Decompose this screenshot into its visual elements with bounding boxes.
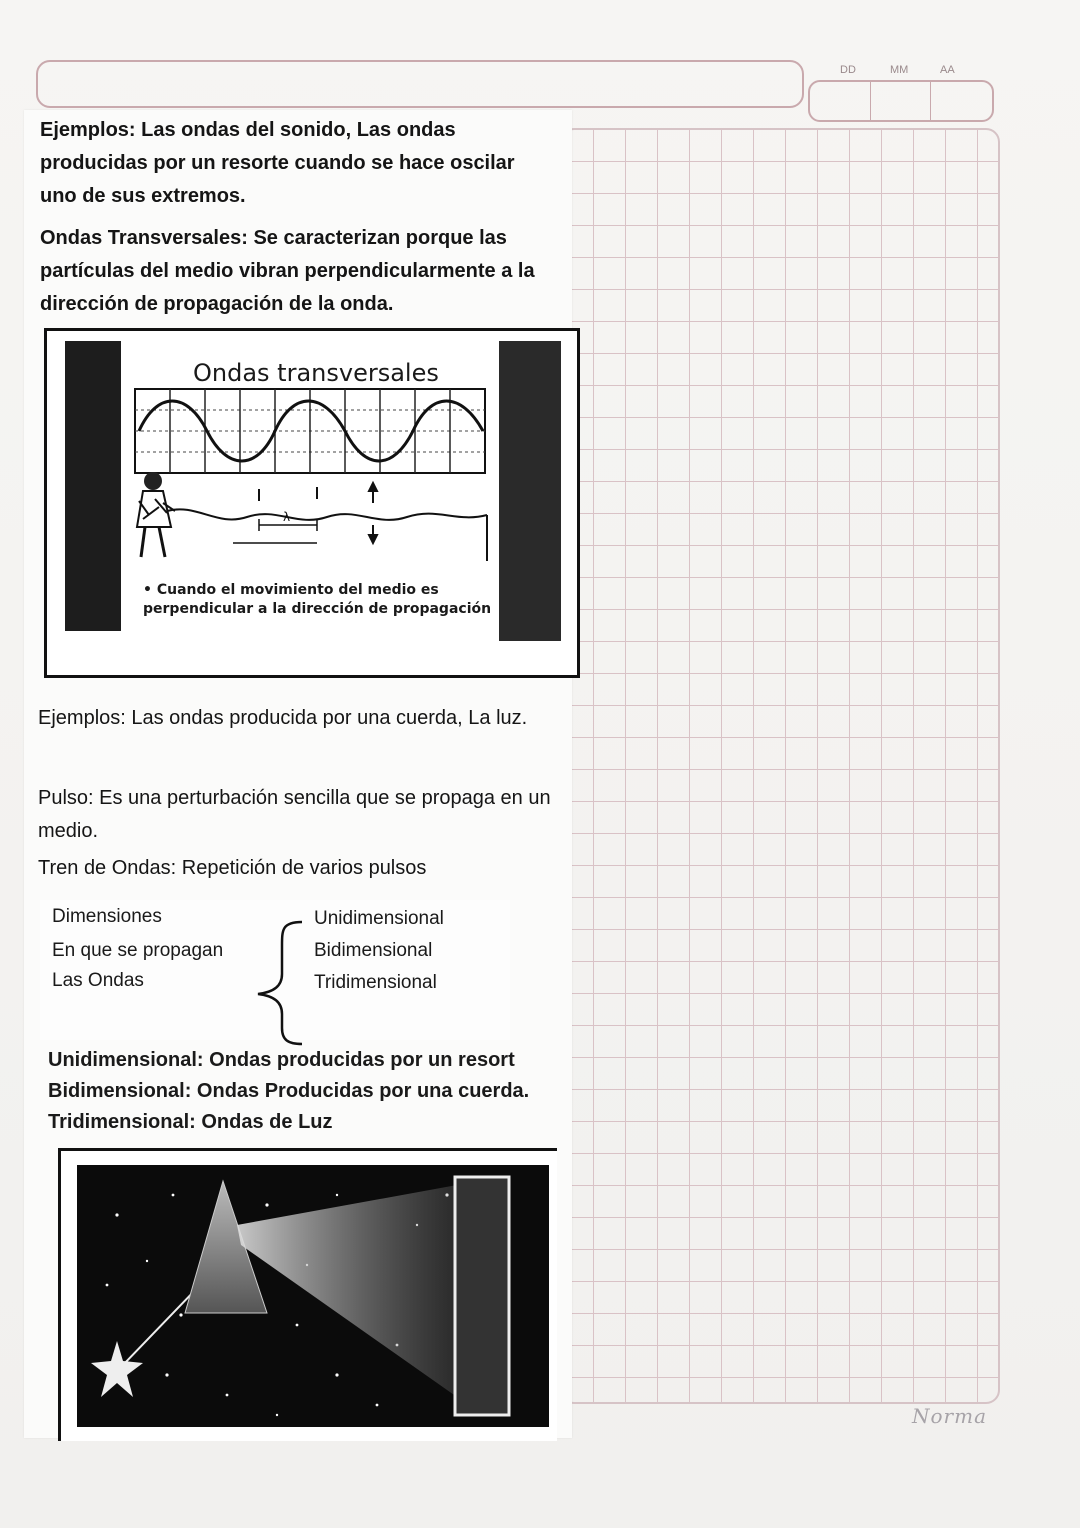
tren-text: Repetición de varios pulsos	[181, 857, 427, 879]
def-tridimensional: Tridimensional: Ondas de Luz	[48, 1111, 333, 1133]
paragraph-transversales	[40, 222, 540, 321]
brand-logo: Norma	[912, 1404, 987, 1428]
date-label-month: MM	[890, 64, 909, 76]
pulso-text: Es una perturbación sencilla que se propaga en un medio.	[38, 787, 551, 842]
figure-title: Ondas transversales	[193, 359, 439, 387]
tren-term: Tren de Ondas:	[38, 857, 177, 879]
paragraph-pulso	[38, 782, 568, 848]
pasted-printout	[24, 110, 572, 1438]
dim-tridimensional: Tridimensional	[314, 972, 437, 993]
transversales-term: Ondas Transversales:	[40, 227, 248, 249]
date-label-day: DD	[840, 64, 856, 76]
paragraph-ejemplos-2	[38, 702, 558, 735]
grid-paper-area	[560, 128, 1000, 1404]
date-label-year: AA	[940, 64, 955, 76]
ejemplos-1-text: Ejemplos: Las ondas del sonido, Las ondas producidas por un resorte cuando se hace oscilar uno de sus extremos.	[40, 119, 515, 207]
dimensiones-block	[40, 900, 510, 1040]
figure-prism-light	[58, 1148, 557, 1441]
date-box	[808, 80, 994, 122]
dim-left-line-3: Las Ondas	[52, 970, 144, 991]
header-name-field	[36, 60, 804, 108]
pulso-term: Pulso:	[38, 787, 94, 809]
paragraph-tren	[38, 852, 568, 885]
dim-left-line-2: En que se propagan	[52, 940, 224, 961]
dim-bidimensional: Bidimensional	[314, 940, 433, 961]
ejemplos-2-text: Ejemplos: Las ondas producida por una cuerda, La luz.	[38, 707, 528, 729]
figure-ondas-transversales	[44, 328, 580, 678]
dim-left-line-1: Dimensiones	[52, 906, 162, 927]
curly-brace	[248, 916, 308, 1046]
figure-caption: • Cuando el movimiento del medio es perpendicular a la dirección de propagación	[143, 582, 492, 617]
transversales-text: Se caracterizan porque las partículas del medio vibran perpendicularmente a la dirección de propagación de la onda.	[40, 227, 535, 315]
dimension-definitions	[48, 1045, 529, 1138]
space-background	[77, 1165, 549, 1427]
dim-unidimensional: Unidimensional	[314, 908, 444, 929]
def-unidimensional: Unidimensional: Ondas producidas por un resort	[48, 1049, 515, 1071]
wave-diagram	[47, 331, 577, 675]
lambda-label: λ	[283, 510, 291, 524]
paragraph-ejemplos-1	[40, 114, 530, 213]
prism-illustration	[77, 1165, 549, 1427]
def-bidimensional: Bidimensional: Ondas Producidas por una cuerda.	[48, 1080, 530, 1102]
